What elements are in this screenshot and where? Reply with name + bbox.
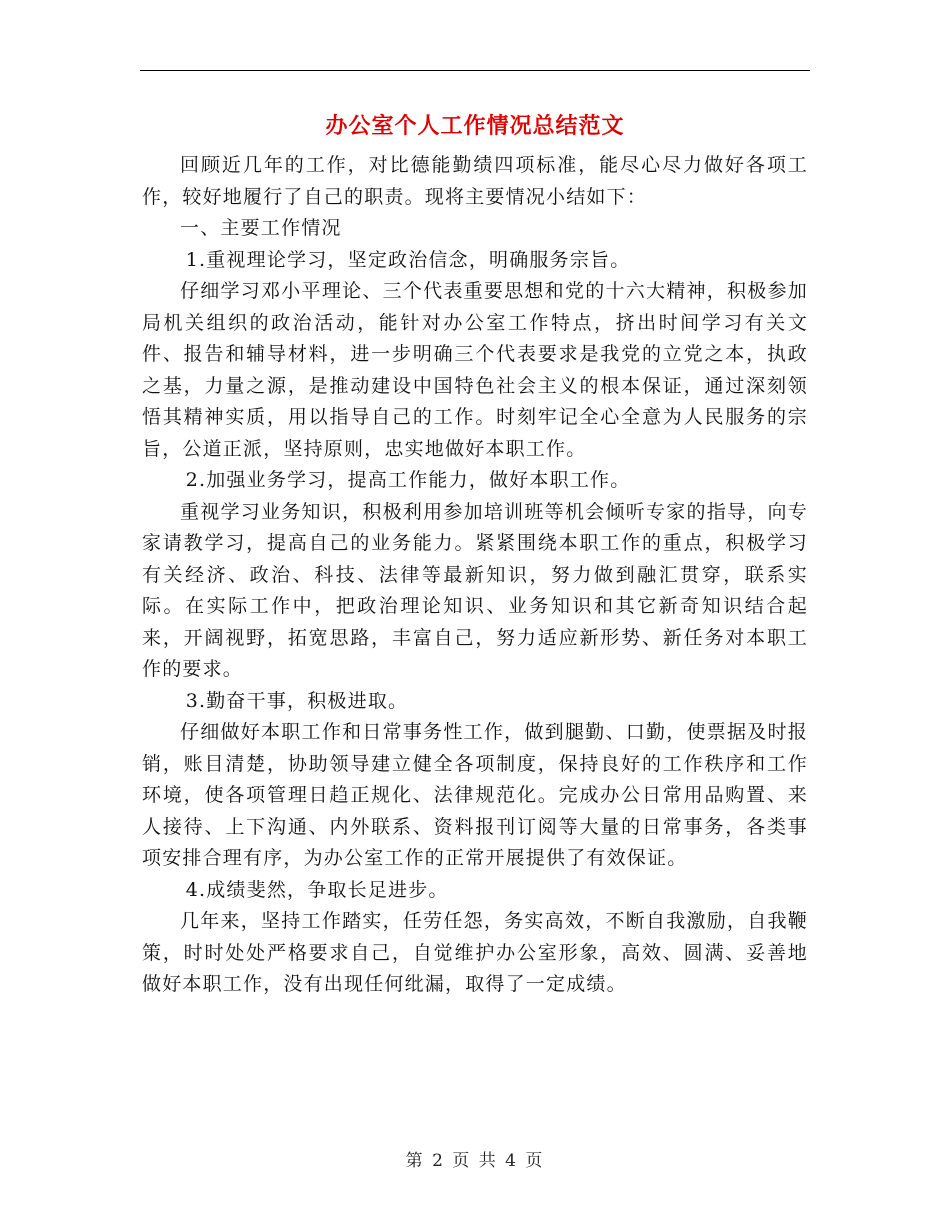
item-body-4: 几年来，坚持工作踏实，任劳任怨，务实高效，不断自我激励，自我鞭策，时时处处严格要求自己，自觉维护办公室形象，高效、圆满、妥善地做好本职工作，没有出现任何纰漏，取得了一定成绩。 [142, 910, 808, 995]
item-body-3: 仔细做好本职工作和日常事务性工作，做到腿勤、口勤，使票据及时报销，账目清楚，协助领导建立健全各项制度，保持良好的工作秩序和工作环境，使各项管理日趋正规化、法律规范化。完成办公日常用品购置、来人接待、上下沟通、内外联系、资料报刊订阅等大量的日常事务，各类事项安排合理有序，为办公室工作的正常开展提供了有效保证。 [142, 721, 808, 869]
item-heading-2: 2.加强业务学习，提高工作能力，做好本职工作。 [185, 469, 631, 491]
document-body [142, 150, 808, 1001]
item-body-2: 重视学习业务知识，积极利用参加培训班等机会倾听专家的指导，向专家请教学习，提高自己的业务能力。紧紧围绕本职工作的重点，积极学习有关经济、政治、科技、法律等最新知识，努力做到融汇贯穿，联系实际。在实际工作中，把政治理论知识、业务知识和其它新奇知识结合起来，开阔视野，拓宽思路，丰富自己，努力适应新形势、新任务对本职工作的要求。 [142, 500, 808, 680]
intro-paragraph: 回顾近几年的工作，对比德能勤绩四项标准，能尽心尽力做好各项工作，较好地履行了自己的职责。现将主要情况小结如下： [142, 154, 808, 208]
item-heading-1: 1.重视理论学习，坚定政治信念，明确服务宗旨。 [185, 248, 631, 271]
page-number-footer: 第 2 页 共 4 页 [405, 1151, 545, 1171]
header-rule [140, 70, 810, 71]
section-heading: 一、主要工作情况 [180, 217, 342, 239]
document-title: 办公室个人工作情况总结范文 [325, 113, 625, 139]
item-body-1: 仔细学习邓小平理论、三个代表重要思想和党的十六大精神，积极参加局机关组织的政治活动，能针对办公室工作特点，挤出时间学习有关文件、报告和辅导材料，进一步明确三个代表要求是我党的立党之本，执政之基，力量之源，是推动建设中国特色社会主义的根本保证，通过深刻领悟其精神实质，用以指导自己的工作。时刻牢记全心全意为人民服务的宗旨，公道正派，坚持原则，忠实地做好本职工作。 [142, 280, 808, 460]
item-heading-4: 4.成绩斐然，争取长足进步。 [185, 878, 449, 901]
item-heading-3: 3.勤奋干事，积极进取。 [185, 689, 409, 712]
